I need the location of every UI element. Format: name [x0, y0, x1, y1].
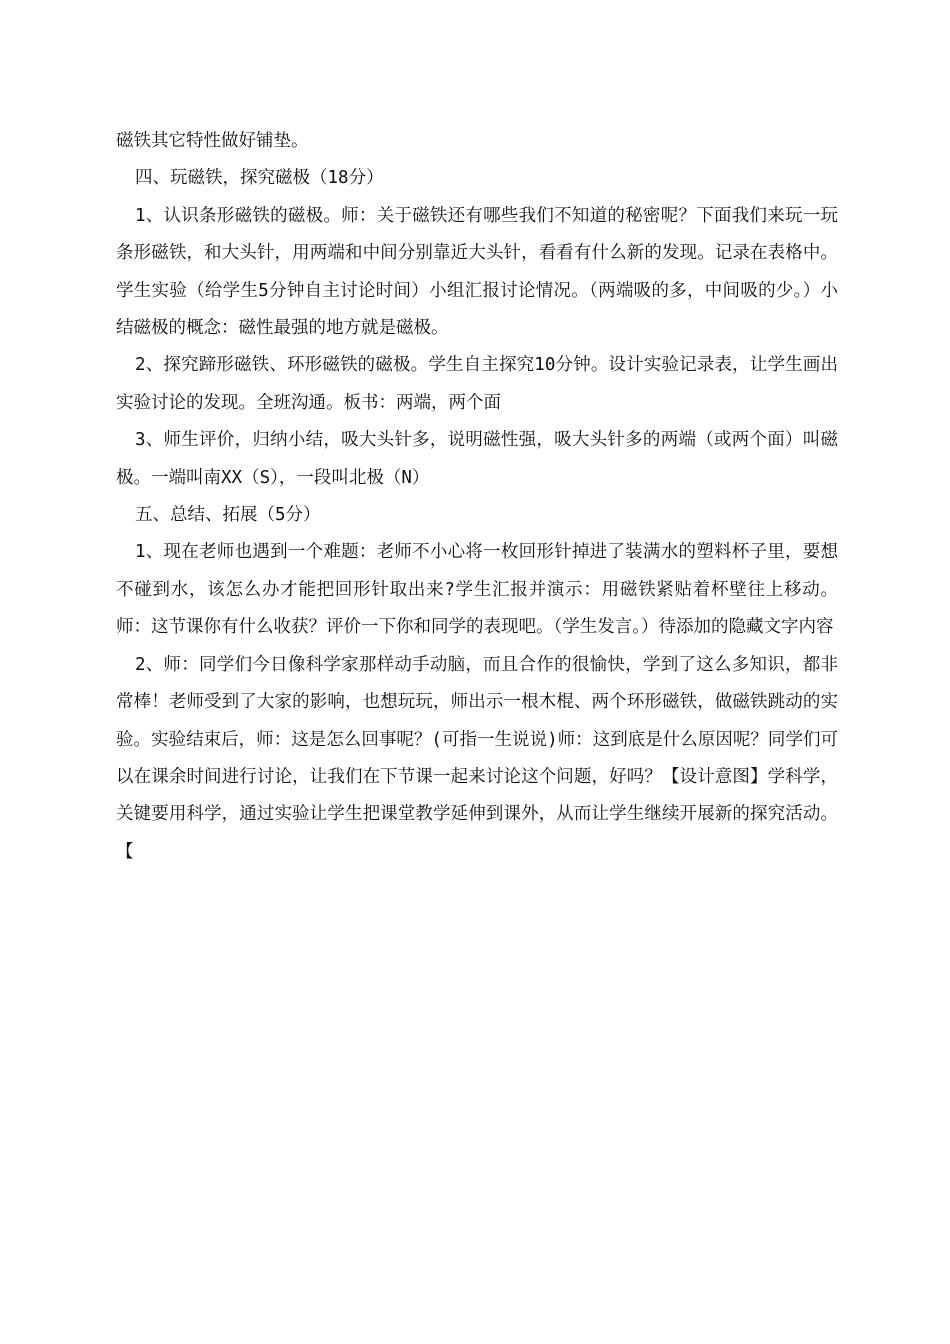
paragraph-extension-activity: 2、师：同学们今日像科学家那样动手动脑，而且合作的很愉快，学到了这么多知识，都非常棒！老师受到了大家的影响，也想玩玩，师出示一根木棍、两个环形磁铁，做磁铁跳动的实验。实验结束后，师：这是怎么回事呢？(可指一生说说)师：这到底是什么原因呢？同学们可以在课余时间进行讨论，让我们在下节课一起来讨论这个问题，好吗？【设计意图】学科学，关键要用科学，通过实验让学生把课堂教学延伸到课外，从而让学生继续开展新的探究活动。【	[116, 654, 838, 862]
paragraph-evaluation-summary: 3、师生评价，归纳小结，吸大头针多，说明磁性强，吸大头针多的两端（或两个面）叫磁极。一端叫南XX（S），一段叫北极（N）	[116, 430, 838, 488]
section-heading-five: 五、总结、拓展（5分）	[135, 505, 321, 526]
paragraph-continuation: 磁铁其它特性做好铺垫。	[116, 131, 309, 151]
paragraph-paperclip-problem: 1、现在老师也遇到一个难题：老师不小心将一枚回形针掉进了装满水的塑料杯子里，要想不碰到水，该怎么办才能把回形针取出来?学生汇报并演示：用磁铁紧贴着杯壁往上移动。师：这节课你有什么收获？评价一下你和同学的表现吧。（学生发言。）待添加的隐藏文字内容	[116, 542, 838, 638]
paragraph-horseshoe-ring-poles: 2、探究蹄形磁铁、环形磁铁的磁极。学生自主探究10分钟。设计实验记录表，让学生画出实验讨论的发现。全班沟通。板书：两端，两个面	[116, 355, 838, 413]
section-heading-four: 四、玩磁铁，探究磁极（18分）	[135, 168, 384, 189]
paragraph-bar-magnet-poles: 1、认识条形磁铁的磁极。师：关于磁铁还有哪些我们不知道的秘密呢？下面我们来玩一玩条形磁铁，和大头针，用两端和中间分别靠近大头针，看看有什么新的发现。记录在表格中。学生实验（给学生5分钟自主讨论时间）小组汇报讨论情况。（两端吸的多，中间吸的少。）小结磁极的概念：磁性最强的地方就是磁极。	[116, 205, 838, 339]
document-body	[116, 123, 838, 871]
